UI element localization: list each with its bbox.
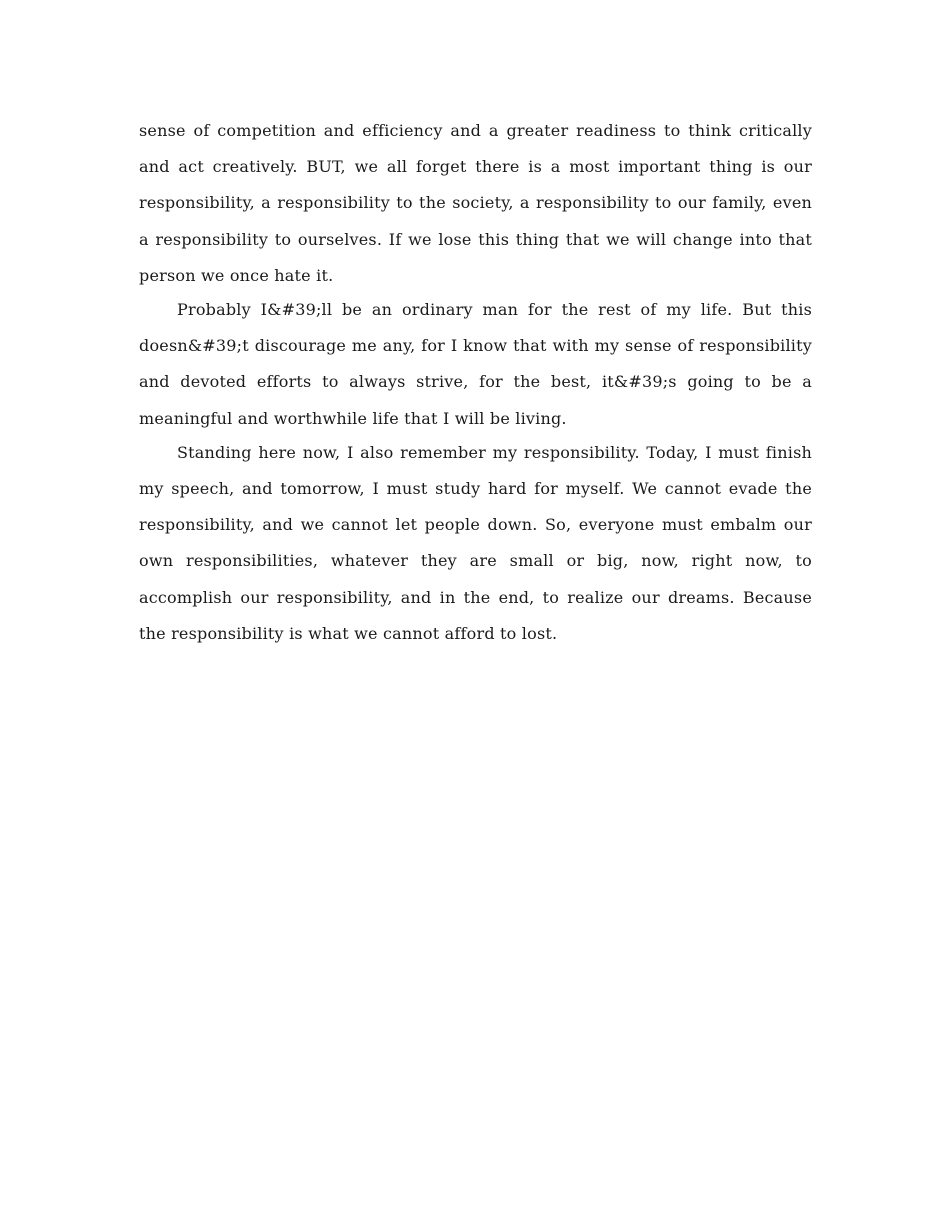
paragraph-standing-here: Standing here now, I also remember my responsibility. Today, I must finish my speech, and tomorrow, I must study hard for myself. We cannot evade the responsibility, and we cannot let people down. So, everyone must embalm our own responsibilities, whatever they are small or big, now, right now, to accomplish our responsibility, and in the end, to realize our dreams. Because the responsibility is what we cannot afford to lost. — [139, 442, 812, 643]
document-body — [139, 113, 812, 650]
paragraph-continuation: sense of competition and efficiency and a greater readiness to think critically and act creatively. BUT, we all forget there is a most important thing is our responsibility, a responsibility to the society, a responsibility to our family, even a responsibility to ourselves. If we lose this thing that we will change into that person we once hate it. — [139, 121, 812, 285]
paragraph-ordinary-life: Probably I&#39;ll be an ordinary man for the rest of my life. But this doesn&#39;t discourage me any, for I know that with my sense of responsibility and devoted efforts to always strive, for the best, it&#39;s going to be a meaningful and worthwhile life that I will be living. — [139, 300, 812, 428]
